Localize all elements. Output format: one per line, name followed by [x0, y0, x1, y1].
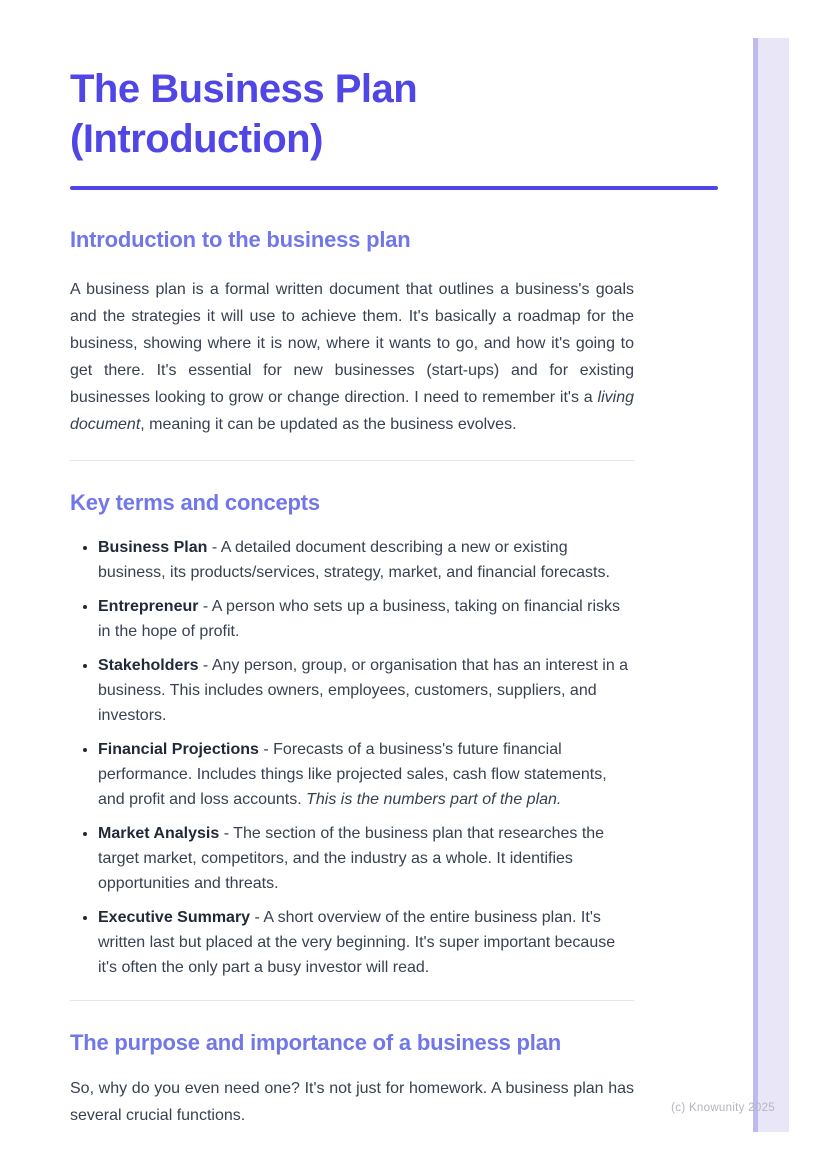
- watermark: (c) Knowunity 2025: [671, 1102, 775, 1114]
- section-heading-key-terms: Key terms and concepts: [70, 490, 320, 515]
- paragraph-introduction: A business plan is a formal written document that outlines a business's goals and the strategies it will use to achieve them. It's basically a roadmap for the business, showing where it is now, where it wants to go, and how it's going to get there. It's essential for new businesses (start-ups) and for existing businesses looking to grow or change direction. I need to remember it's a living document, meaning it can be updated as the business evolves.: [70, 281, 634, 433]
- title-rule: [70, 186, 718, 190]
- key-terms-list: [70, 535, 634, 980]
- list-item-entrepreneur: • Entrepreneur - A person who sets up a business, taking on financial risks in the hope of profit.: [98, 594, 634, 644]
- section-heading-introduction: Introduction to the business plan: [70, 227, 411, 252]
- list-item-business-plan: • Business Plan - A detailed document describing a new or existing business, its products/services, strategy, market, and financial forecasts.: [98, 535, 634, 585]
- list-item-market-analysis: • Market Analysis - The section of the business plan that researches the target market, competitors, and the industry as a whole. It identifies opportunities and threats.: [98, 821, 634, 896]
- section-key-terms: [70, 489, 634, 980]
- list-item-executive-summary: • Executive Summary - A short overview of the entire business plan. It's written last but placed at the very beginning. It's super important because it's often the only part a busy investor will read.: [98, 905, 634, 980]
- divider: [70, 1000, 634, 1001]
- list-item-financial-projections: • Financial Projections - Forecasts of a business's future financial performance. Includes things like projected sales, cash flow statements, and profit and loss accounts. This is the numbers part of the plan.: [98, 737, 634, 812]
- section-purpose: [70, 1029, 634, 1129]
- divider: [70, 460, 634, 461]
- section-introduction: [70, 226, 634, 438]
- list-item-stakeholders: • Stakeholders - Any person, group, or organisation that has an interest in a business. This includes owners, employees, customers, suppliers, and investors.: [98, 653, 634, 728]
- page-title: The Business Plan (Introduction): [70, 67, 418, 161]
- section-heading-purpose: The purpose and importance of a business plan: [70, 1030, 561, 1055]
- paragraph-purpose: So, why do you even need one? It's not just for homework. A business plan has several crucial functions.: [70, 1080, 634, 1124]
